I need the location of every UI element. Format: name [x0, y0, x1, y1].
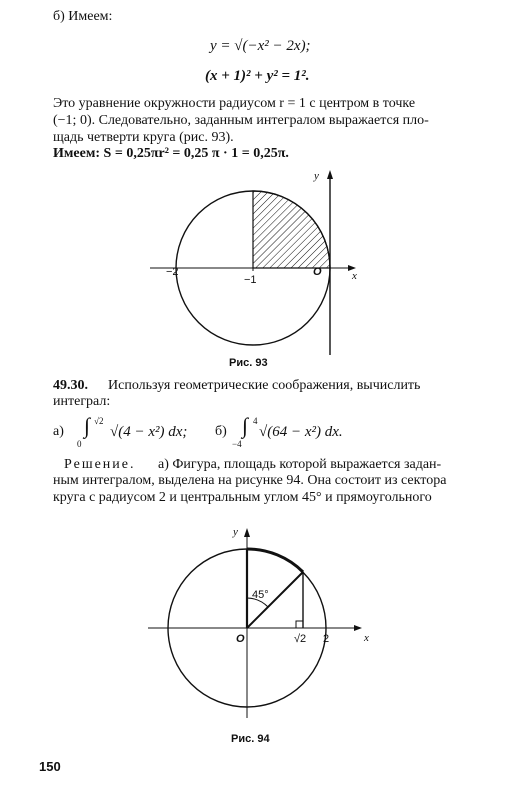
y-axis-arrow-icon: [244, 528, 250, 537]
solution-word: Решение.: [64, 457, 136, 472]
page-number: 150: [39, 759, 61, 774]
fig94-x-label: x: [364, 632, 369, 644]
integral-a-upper: √2: [94, 416, 104, 426]
paragraph-line-2: (−1; 0). Следовательно, заданным интегралом выражается пло-: [53, 113, 429, 128]
integral-a-lower: 0: [77, 439, 82, 449]
solution-line-3: круга с радиусом 2 и центральным углом 45° и прямоугольного: [53, 490, 432, 505]
problem-number: 49.30.: [53, 378, 88, 393]
figure-93-caption: Рис. 93: [229, 357, 268, 369]
paragraph-line-1: Это уравнение окружности радиусом r = 1 с центром в точке: [53, 96, 416, 111]
fig93-tick-minus2: −2: [166, 266, 179, 278]
integral-sign-a: ∫: [84, 413, 91, 438]
paragraph-line-3: щадь четверти круга (рис. 93).: [53, 130, 234, 145]
fig93-x-label: x: [352, 270, 357, 282]
fig93-origin: O: [313, 266, 322, 278]
fig93-y-label: y: [314, 170, 319, 182]
integral-b-label: б): [215, 424, 227, 439]
integral-b-body: √(64 − x²) dx.: [259, 424, 343, 440]
fig94-y-label: y: [233, 526, 238, 538]
fig93-tick-minus1: −1: [244, 274, 257, 286]
solution-line-1: а) Фигура, площадь которой выражается задан-: [158, 457, 442, 472]
part-b-header: б) Имеем:: [53, 9, 113, 24]
integral-b-upper: 4: [253, 416, 258, 426]
fig94-angle-label: 45°: [252, 589, 269, 601]
integral-a-label: а): [53, 424, 64, 439]
problem-text-line-2: интеграл:: [53, 394, 111, 409]
equation-2: (x + 1)² + y² = 1².: [205, 68, 310, 84]
integral-sign-b: ∫: [242, 413, 249, 438]
integral-a-body: √(4 − x²) dx;: [110, 424, 188, 440]
fig94-tick-2: 2: [323, 633, 330, 645]
x-axis-arrow-icon: [354, 625, 362, 631]
fig94-origin: O: [236, 633, 245, 645]
integral-b-lower: −4: [232, 439, 242, 449]
right-angle-mark: [296, 621, 303, 628]
equation-1: y = √(−x² − 2x);: [210, 38, 311, 54]
problem-text-line-1: Используя геометрические соображения, вычислить: [108, 378, 421, 393]
sector-arc: [247, 549, 303, 572]
fig94-tick-sqrt2: √2: [294, 633, 307, 645]
area-result: Имеем: S = 0,25πr² = 0,25 π · 1 = 0,25π.: [53, 146, 289, 161]
solution-line-2: ным интегралом, выделена на рисунке 94. Она состоит из сектора: [53, 473, 447, 488]
figure-94-caption: Рис. 94: [231, 733, 270, 745]
